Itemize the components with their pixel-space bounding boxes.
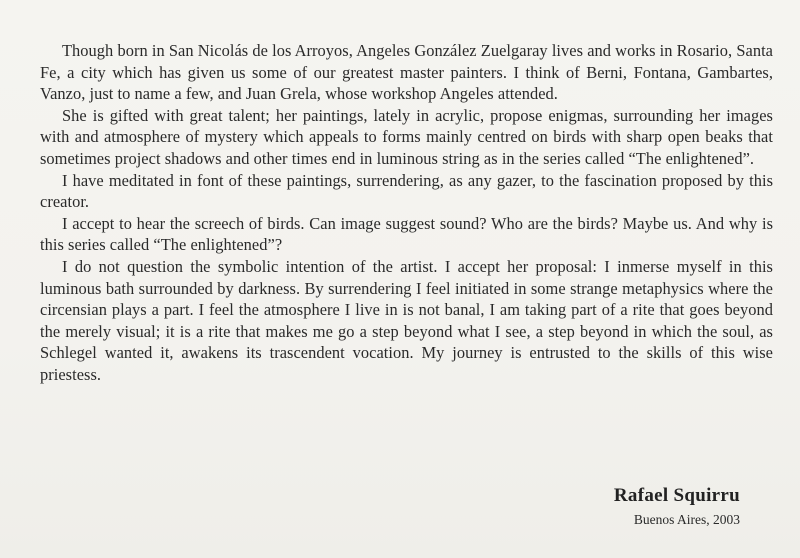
paragraph-3: I have meditated in font of these paintings, surrendering, as any gazer, to the fascination proposed by this creator.	[40, 170, 773, 212]
essay-body	[40, 40, 773, 386]
place-and-date: Buenos Aires, 2003	[633, 512, 740, 527]
paragraph-1: Though born in San Nicolás de los Arroyos, Angeles González Zuelgaray lives and works in Rosario, Santa Fe, a city which has given us some of our greatest master painters. I think of Berni, Fontana, Gambartes, Vanzo, just to name a few, and Juan Grela, whose workshop Angeles attended.	[40, 41, 773, 104]
paragraph-4: I accept to hear the screech of birds. Can image suggest sound? Who are the birds? Maybe us. And why is this series called “The enlightened”?	[40, 213, 773, 255]
paragraph-2: She is gifted with great talent; her paintings, lately in acrylic, propose enigmas, surrounding her images with and atmosphere of mystery which appeals to forms mainly centred on birds with sharp open beaks that sometimes project shadows and other times end in luminous string as in the series called “The enlightened”.	[40, 105, 773, 168]
paragraph-5: I do not question the symbolic intention of the artist. I accept her proposal: I inmerse myself in this luminous bath surrounded by darkness. By surrendering I feel initiated in some strange metaphysics where the circensian plays a part. I feel the atmosphere I live in is not banal, I am taking part of a rite that goes beyond the merely visual; it is a rite that makes me go a step beyond what I see, a step beyond in which the soul, as Schlegel wanted it, awakens its trascendent vocation. My journey is entrusted to the skills of this wise priestess.	[40, 256, 773, 384]
signature-block	[614, 485, 740, 529]
author-name: Rafael Squirru	[613, 485, 740, 506]
